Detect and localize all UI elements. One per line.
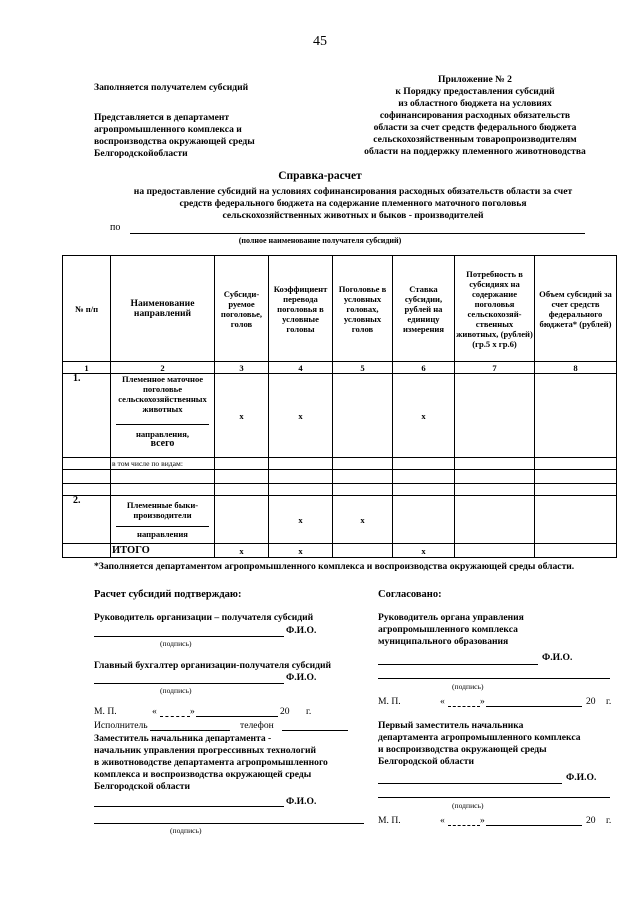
first-deputy-line: департамента агропромышленного комплекса	[378, 732, 581, 743]
accountant-signature-line[interactable]	[94, 683, 284, 684]
col-header: Ставка субсидии, рублей на единицу измерения	[393, 256, 455, 362]
deputy-line: начальник управления прогрессивных технологий	[94, 745, 316, 756]
footnote: *Заполняется департаментом агропромышленного комплекса и воспроизводства окружающей среды области.	[94, 561, 575, 572]
first-deputy-line: Белгородской области	[378, 756, 475, 767]
table-cell[interactable]	[535, 496, 617, 544]
mun-signature-line[interactable]	[378, 664, 538, 665]
table-cell[interactable]	[333, 374, 393, 458]
col-number: 6	[393, 362, 455, 374]
executor-label: Исполнитель	[94, 720, 148, 731]
deputy-line: Заместитель начальника департамента -	[94, 733, 272, 744]
fio-label: Ф.И.О.	[542, 652, 573, 663]
col-header: Поголовье в условных головах, условных голов	[333, 256, 393, 362]
head-org-signature-line[interactable]	[94, 636, 284, 637]
date-quote-open: «	[440, 696, 445, 707]
table-row	[63, 470, 617, 484]
submitted-line: Белгородскойобласти	[94, 148, 188, 159]
appendix-line: области на поддержку племенного животноводства	[364, 146, 586, 157]
deputy-line: в животноводстве департамента агропромышленного	[94, 757, 328, 768]
mp-label: М. П.	[378, 696, 401, 707]
appendix-number: Приложение № 2	[438, 74, 512, 85]
confirm-heading: Расчет субсидий подтверждаю:	[94, 589, 242, 600]
direction-total: всего	[150, 438, 175, 449]
table-row	[63, 484, 617, 496]
appendix-line: области за счет средств федерального бюджета	[373, 122, 577, 133]
date-day-field[interactable]	[448, 825, 480, 826]
table-cell[interactable]	[215, 496, 269, 544]
date-quote-open: «	[440, 815, 445, 826]
appendix-line: из областного бюджета на условиях	[398, 98, 552, 109]
fio-label: Ф.И.О.	[286, 796, 317, 807]
mun-extra-line	[378, 678, 610, 679]
first-deputy-line: Первый заместитель начальника	[378, 720, 524, 731]
fio-label: Ф.И.О.	[286, 672, 317, 683]
column-number-row	[63, 362, 617, 374]
year-label: 20	[280, 706, 290, 717]
direction-name: Племенные быки-производители	[126, 500, 199, 520]
total-row	[63, 544, 617, 558]
appendix-line: к Порядку предоставления субсидий	[395, 86, 555, 97]
head-org-label: Руководитель организации – получателя субсидий	[94, 612, 314, 623]
appendix-line: софинансирования расходных обязательств	[379, 110, 571, 121]
table-cell[interactable]	[393, 496, 455, 544]
col-number: 4	[269, 362, 333, 374]
mp-label: М. П.	[378, 815, 401, 826]
direction-label: направления	[137, 529, 188, 539]
phone-field[interactable]	[282, 730, 348, 731]
signature-caption: (подпись)	[160, 639, 192, 648]
date-quote-open: «	[152, 706, 157, 717]
col-number: 1	[63, 362, 111, 374]
table-row	[63, 496, 617, 544]
in-types-label: в том числе по видам:	[111, 458, 215, 470]
date-month-field[interactable]	[486, 825, 582, 826]
cell-x: х	[269, 496, 333, 544]
col-number: 2	[111, 362, 215, 374]
subtitle-line: сельскохозяйственных животных и быков - производителей	[222, 210, 484, 221]
row-number: 1.	[63, 374, 111, 458]
mp-label: М. П.	[94, 706, 117, 717]
col-header: Потребность в субсидиях на содержание поголовья сельскохозяй-ственных животных, (рублей) (гр.5 х гр.6)	[455, 256, 535, 362]
deputy-line: комплекса и воспроизводства окружающей среды	[94, 769, 312, 780]
cell-x: х	[269, 374, 333, 458]
first-deputy-signature-line[interactable]	[378, 783, 562, 784]
agreed-heading: Согласовано:	[378, 589, 442, 600]
direction-name: Племенное маточное поголовье сельскохозяйственных животных	[118, 374, 207, 414]
col-header: Объем субсидий за счет средств федерального бюджета* (рублей)	[535, 256, 617, 362]
date-month-field[interactable]	[196, 716, 278, 717]
signature-caption: (подпись)	[452, 682, 484, 691]
table-cell[interactable]	[333, 544, 393, 558]
recipient-prefix: по	[110, 222, 121, 233]
submitted-line: воспроизводства окружающей среды	[94, 136, 255, 147]
submitted-line: Представляется в департамент	[94, 112, 230, 123]
table-cell[interactable]	[455, 544, 535, 558]
chief-accountant-label: Главный бухгалтер организации-получателя субсидий	[94, 660, 332, 671]
cell-x: х	[333, 496, 393, 544]
executor-field[interactable]	[150, 730, 230, 731]
year-suffix: г.	[606, 696, 612, 707]
year-label: 20	[586, 815, 596, 826]
document-title: Справка-расчет	[278, 170, 362, 182]
recipient-caption: (полное наименование получателя субсидий)	[238, 236, 402, 245]
col-number: 3	[215, 362, 269, 374]
date-day-field[interactable]	[160, 716, 190, 717]
subtitle-line: средств федерального бюджета на содержание племенного маточного поголовья	[179, 198, 527, 209]
cell-x: х	[393, 544, 455, 558]
year-suffix: г.	[606, 815, 612, 826]
date-day-field[interactable]	[448, 706, 480, 707]
col-header: Наименование направлений	[111, 256, 215, 362]
deputy-signature-line[interactable]	[94, 806, 284, 807]
col-header: Коэффициент перевода поголовья в условные головы	[269, 256, 333, 362]
first-deputy-extra-line	[378, 797, 610, 798]
fio-label: Ф.И.О.	[566, 772, 597, 783]
signature-caption: (подпись)	[160, 686, 192, 695]
cell-x: х	[215, 374, 269, 458]
row-number: 2.	[63, 496, 111, 544]
table-cell[interactable]	[455, 374, 535, 458]
filled-by-label: Заполняется получателем субсидий	[94, 82, 249, 93]
col-number: 5	[333, 362, 393, 374]
table-cell[interactable]	[535, 544, 617, 558]
cell-x: х	[215, 544, 269, 558]
fio-label: Ф.И.О.	[286, 625, 317, 636]
subtitle-line: на предоставление субсидий на условиях софинансирования расходных обязательств области за счет	[133, 186, 573, 197]
table-header-row	[63, 256, 617, 362]
deputy-line: Белгородской области	[94, 781, 191, 792]
col-number: 8	[535, 362, 617, 374]
date-month-field[interactable]	[486, 706, 582, 707]
signature-caption: (подпись)	[452, 801, 484, 810]
year-label: 20	[586, 696, 596, 707]
year-suffix: г.	[306, 706, 312, 717]
col-number: 7	[455, 362, 535, 374]
signature-caption: (подпись)	[170, 826, 202, 835]
mun-line: агропромышленного комплекса	[378, 624, 518, 635]
col-header: Субсиди-руемое поголовье, голов	[215, 256, 269, 362]
table-row	[63, 374, 617, 458]
mun-line: Руководитель органа управления	[378, 612, 524, 623]
total-label: ИТОГО	[111, 544, 215, 558]
subsidy-table	[62, 255, 617, 558]
table-cell[interactable]	[455, 496, 535, 544]
direction-label: направления,	[135, 429, 190, 439]
page-number: 45	[313, 34, 327, 49]
date-quote-close: »	[480, 815, 485, 826]
deputy-extra-line	[94, 823, 364, 824]
table-cell[interactable]	[535, 374, 617, 458]
document-subtitle	[88, 186, 618, 222]
col-header: № п/п	[63, 256, 111, 362]
date-quote-close: »	[480, 696, 485, 707]
recipient-field[interactable]	[130, 233, 585, 234]
phone-label: телефон	[240, 720, 274, 731]
mun-line: муниципального образования	[378, 636, 509, 647]
first-deputy-line: и воспроизводства окружающей среды	[378, 744, 547, 755]
date-quote-close: »	[190, 706, 195, 717]
cell-x: х	[393, 374, 455, 458]
table-row	[63, 458, 617, 470]
cell-x: х	[269, 544, 333, 558]
appendix-line: сельскохозяйственным товаропроизводителям	[373, 134, 577, 145]
submitted-line: агропромышленного комплекса и	[94, 124, 242, 135]
